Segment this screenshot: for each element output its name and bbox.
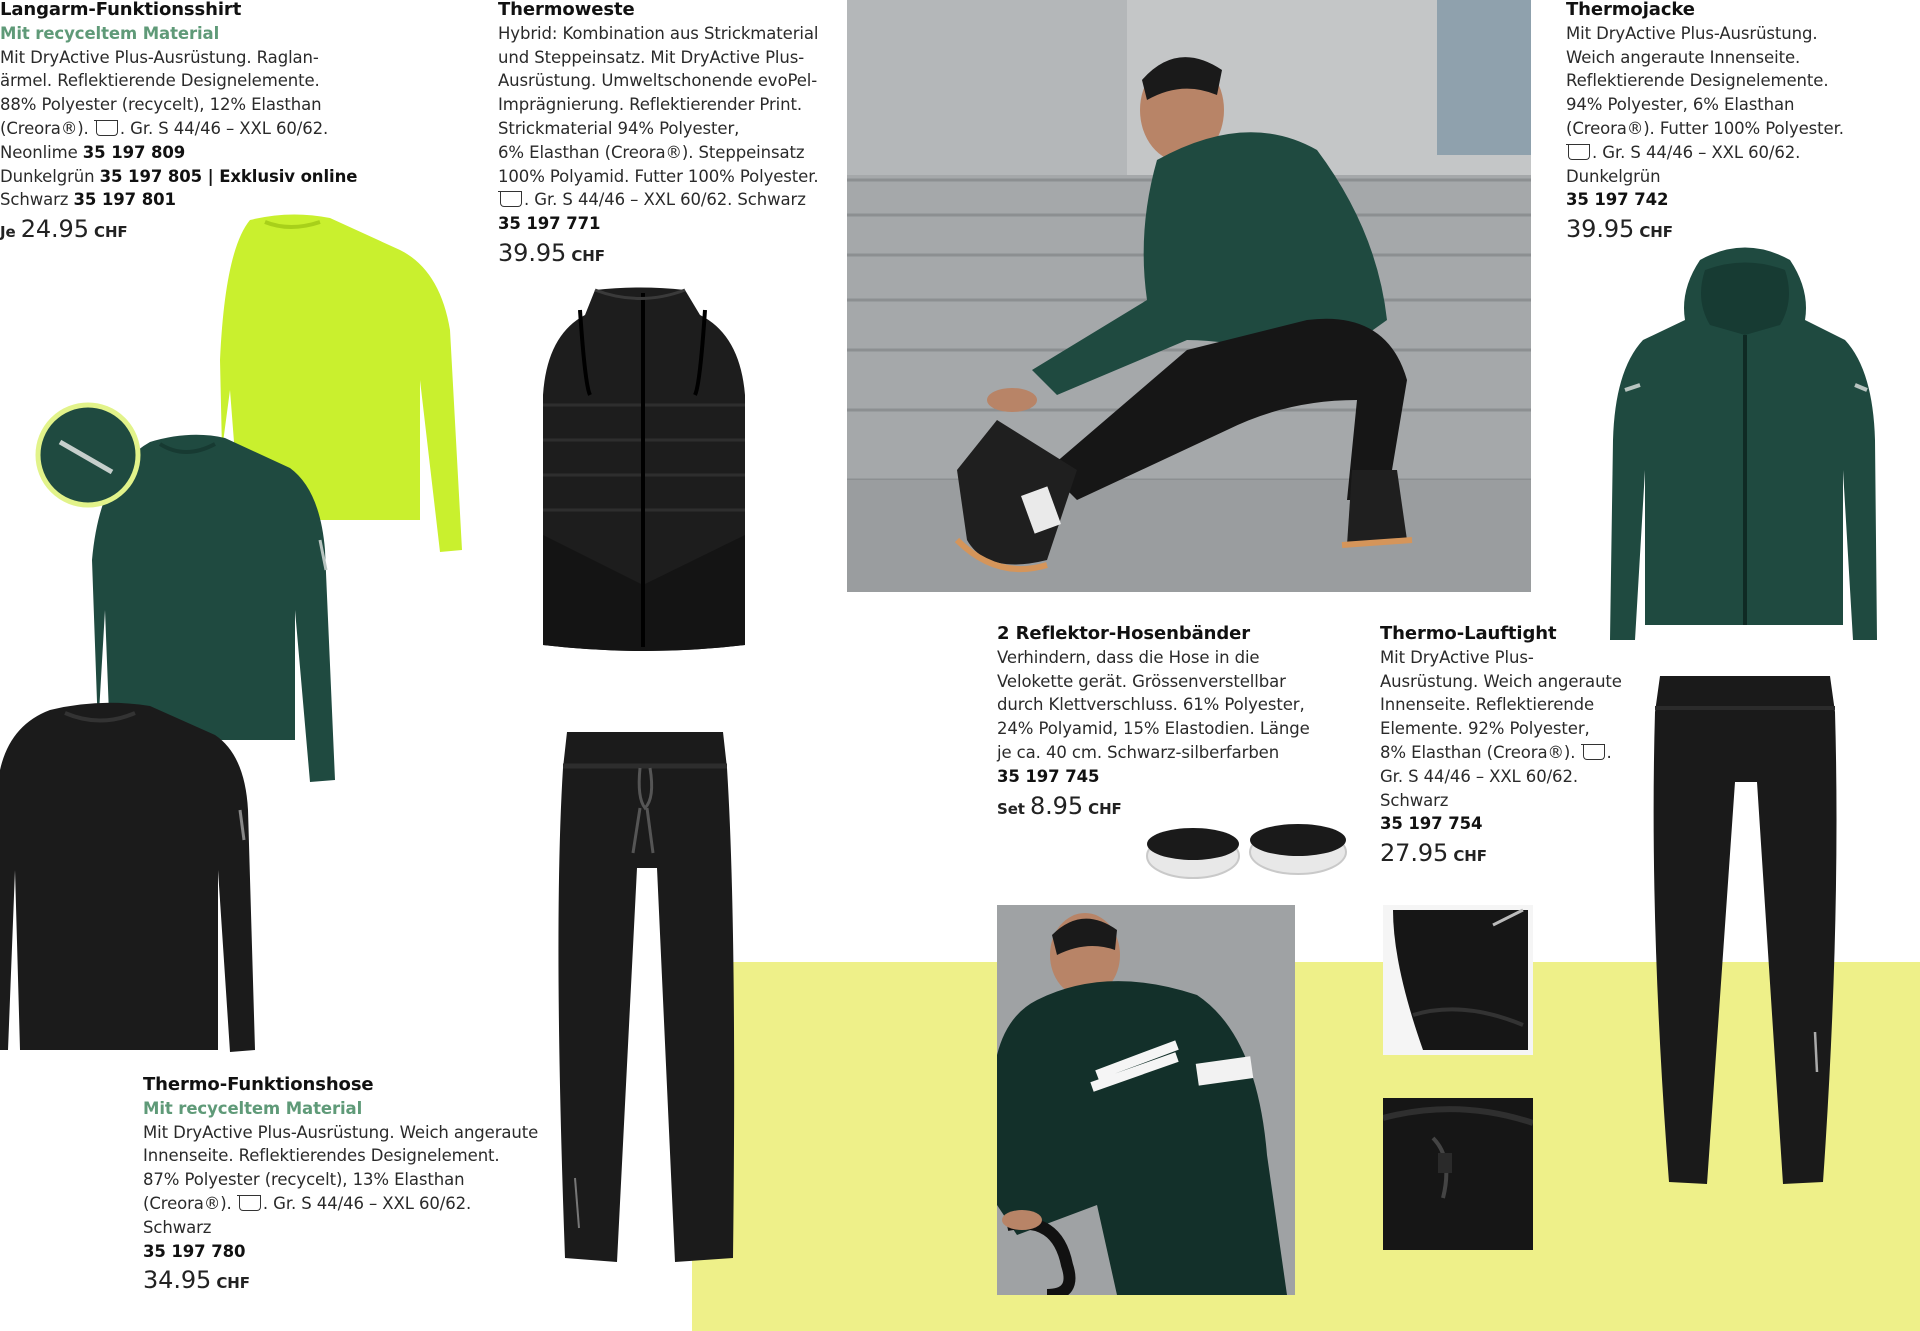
langarm-desc-line <box>0 117 470 141</box>
weste-desc-line: Ausrüstung. Umweltschonende evoPel- <box>498 71 818 91</box>
tight-desc-line: Gr. S 44/46 – XXL 60/62. <box>1380 766 1578 786</box>
baender-desc-line: Velokette gerät. Grössenverstellbar <box>997 671 1286 691</box>
price-amount: 27.95 <box>1380 839 1449 868</box>
tight-detail-photo-bottom <box>1383 1098 1533 1250</box>
weste-desc-line: Imprägnierung. Reflektierender Print. <box>498 95 802 115</box>
langarm-desc-line: Mit DryActive Plus-Ausrüstung. Raglan- <box>0 47 319 67</box>
hose-sizes: . Gr. S 44/46 – XXL 60/62. <box>262 1193 472 1213</box>
hose-recycled-tag: Mit recyceltem Material <box>143 1098 363 1118</box>
tight-title: Thermo-Lauftight <box>1380 623 1557 644</box>
article-number: 35 197 801 <box>73 190 176 210</box>
tight-text-block <box>1380 622 1640 869</box>
langarm-desc-line: 88% Polyester (recycelt), 12% Elasthan <box>0 95 322 115</box>
washing-symbol-icon <box>1568 145 1590 160</box>
tight-color: Schwarz <box>1380 790 1449 810</box>
price-amount: 39.95 <box>1566 215 1635 244</box>
jacke-desc-line: 94% Polyester, 6% Elasthan <box>1566 95 1795 115</box>
article-number: 35 197 805 | Exklusiv online <box>99 166 358 186</box>
weste-desc-line: Strickmaterial 94% Polyester, <box>498 118 740 138</box>
weste-desc-line: 100% Polyamid. Futter 100% Polyester. <box>498 166 819 186</box>
jacke-color: Dunkelgrün <box>1566 166 1661 186</box>
jacke-desc-line: Mit DryActive Plus-Ausrüstung. <box>1566 23 1818 43</box>
price-amount: 8.95 <box>1029 791 1084 820</box>
thermoweste-image <box>535 285 750 660</box>
price-currency: CHF <box>94 223 128 242</box>
article-number: 35 197 754 <box>1380 814 1483 834</box>
reflector-band <box>1147 828 1239 878</box>
weste-title: Thermoweste <box>498 0 635 20</box>
variant-color: Schwarz <box>0 190 69 210</box>
tight-desc-line <box>1380 741 1640 765</box>
reflector-bands-image <box>1143 818 1353 883</box>
hose-price <box>143 1266 563 1296</box>
price-prefix: Set <box>997 799 1025 818</box>
langarm-shirts-image <box>0 210 470 1060</box>
weste-desc-line: Hybrid: Kombination aus Strickmaterial <box>498 23 819 43</box>
langarm-title: Langarm-Funktionsshirt <box>0 0 242 20</box>
hose-creora: (Creora®). <box>143 1193 232 1213</box>
hose-text-block <box>143 1073 563 1296</box>
baender-text-block <box>997 622 1327 821</box>
langarm-variant <box>0 165 470 189</box>
langarm-variant <box>0 141 470 165</box>
baender-desc-line: durch Klettverschluss. 61% Polyester, <box>997 695 1305 715</box>
hose-desc-line: Mit DryActive Plus-Ausrüstung. Weich angeraute <box>143 1122 539 1142</box>
thermojacke-image <box>1605 240 1880 645</box>
cyclist-photo <box>997 905 1295 1295</box>
jacke-title: Thermojacke <box>1566 0 1695 20</box>
article-number: 35 197 745 <box>997 766 1100 786</box>
tight-detail-photo-top <box>1383 905 1533 1055</box>
tight-desc-line: Elemente. 92% Polyester, <box>1380 719 1590 739</box>
black-shirt <box>0 703 255 1052</box>
jacke-desc-line: Weich angeraute Innenseite. <box>1566 47 1801 67</box>
price-currency: CHF <box>1088 799 1122 818</box>
weste-price <box>498 238 828 269</box>
article-number: 35 197 742 <box>1566 190 1669 210</box>
washing-symbol-icon <box>1583 745 1605 760</box>
tight-period: . <box>1606 742 1612 762</box>
washing-symbol-icon <box>239 1196 261 1211</box>
thermo-lauftight-image <box>1645 672 1845 1187</box>
hose-title: Thermo-Funktionshose <box>143 1074 374 1095</box>
jacke-sizes: . Gr. S 44/46 – XXL 60/62. <box>1592 142 1801 162</box>
reflector-band <box>1250 824 1346 874</box>
hose-desc-line: Innenseite. Reflektierendes Designelement. <box>143 1146 500 1166</box>
article-number: 35 197 771 <box>498 214 601 234</box>
hose-desc-line <box>143 1192 563 1216</box>
langarm-text-block <box>0 0 470 245</box>
langarm-recycled-tag: Mit recyceltem Material <box>0 23 220 43</box>
jacke-desc-line: (Creora®). Futter 100% Polyester. <box>1566 118 1844 138</box>
price-amount: 34.95 <box>143 1266 212 1295</box>
price-currency: CHF <box>1639 223 1673 242</box>
variant-color: Dunkelgrün <box>0 166 95 186</box>
price-currency: CHF <box>216 1274 250 1293</box>
tight-elasthan: 8% Elasthan (Creora®). <box>1380 742 1576 762</box>
tight-desc-line: Innenseite. Reflektierende <box>1380 695 1595 715</box>
weste-desc-line: und Steppeinsatz. Mit DryActive Plus- <box>498 47 805 67</box>
hose-desc-line: 87% Polyester (recycelt), 13% Elasthan <box>143 1170 465 1190</box>
detail-zoom-circle <box>38 405 138 505</box>
baender-desc-line: 24% Polyamid, 15% Elastodien. Länge <box>997 719 1310 739</box>
baender-desc-line: Verhindern, dass die Hose in die <box>997 647 1260 667</box>
baender-title: 2 Reflektor-Hosenbänder <box>997 623 1251 644</box>
variant-color: Neonlime <box>0 142 78 162</box>
weste-desc-line <box>498 188 828 212</box>
jacke-desc-line <box>1566 141 1906 165</box>
price-currency: CHF <box>571 246 605 265</box>
langarm-desc-line: ärmel. Reflektierende Designelemente. <box>0 71 320 91</box>
jacke-desc-line: Reflektierende Designelemente. <box>1566 71 1829 91</box>
tight-desc-line: Ausrüstung. Weich angeraute <box>1380 671 1622 691</box>
article-number: 35 197 780 <box>143 1241 246 1261</box>
baender-desc-line: je ca. 40 cm. Schwarz-silberfarben <box>997 742 1280 762</box>
tight-desc-line: Mit DryActive Plus- <box>1380 647 1534 667</box>
weste-sizes: . Gr. S 44/46 – XXL 60/62. Schwarz <box>524 190 806 210</box>
stretching-man-photo <box>847 0 1531 592</box>
weste-text-block <box>498 0 828 269</box>
jacke-text-block <box>1566 0 1906 245</box>
langarm-sizes: . Gr. S 44/46 – XXL 60/62. <box>119 118 329 138</box>
washing-symbol-icon <box>500 192 522 207</box>
price-amount: 24.95 <box>20 215 89 244</box>
weste-desc-line: 6% Elasthan (Creora®). Steppeinsatz <box>498 142 805 162</box>
price-currency: CHF <box>1453 847 1487 866</box>
tight-price <box>1380 839 1640 869</box>
article-number: 35 197 809 <box>82 142 186 162</box>
hose-color: Schwarz <box>143 1217 212 1237</box>
thermo-funktionshose-image <box>545 728 745 1268</box>
price-amount: 39.95 <box>498 238 567 267</box>
washing-symbol-icon <box>96 121 118 136</box>
langarm-variant <box>0 188 470 212</box>
langarm-creora: (Creora®). <box>0 118 89 138</box>
price-prefix: Je <box>0 223 16 242</box>
